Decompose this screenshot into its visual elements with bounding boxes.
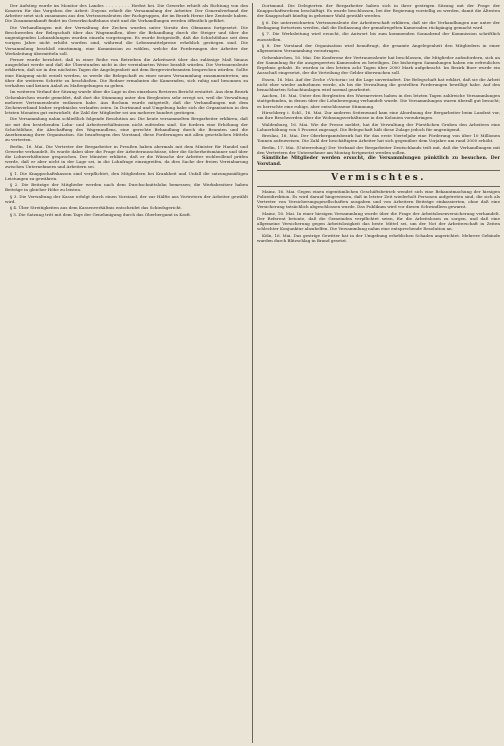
article-paragraph: Im weiteren Verlauf der Sitzung wurde über die Lage in den einzelnen Revieren Bericht erstattet. Aus dem Bezirk Gelsenkirchen wurde gemeldet, daß dort die Stimmung unter den Bergleuten sehr erregt sei, weil die Verwaltung mehrere Vertrauensleute entlassen habe. Aus Bochum wurde mitgeteilt, daß die Verhandlungen mit dem Zechenverband bisher ergebnislos verlaufen seien. In Dortmund und Umgebung habe sich die Organisation in den letzten Monaten gut entwickelt; die Zahl der Mitglieder sei um mehrere hundert gestiegen. [5,89,248,116]
section-rule [257,186,500,187]
report-paragraph: Waldenburg, 16. Mai. Wie die Presse meldet, hat die Verwaltung der Fürstlichen Gruben den Arbeitern eine Lohnerhöhung von 5 Prozent zugesagt. Die Belegschaft hält diese Zulage jedoch für ungenügend. [257,121,500,132]
column-container [5,3,500,743]
article-paragraph: Die Versammlung nahm schließlich folgende Resolution an: Die heute versammelten Bergarbeiter erklären, daß sie mit den bestehenden Lohn- und Arbeitsverhältnissen nicht zufrieden sind. Sie fordern eine Erhöhung der Schichtlöhne, die Abschaffung des Wagennullens, eine gerechte Behandlung durch die Beamten und die Anerkennung ihrer Organisation. Sie beauftragen den Vorstand, diese Forderungen mit allen gesetzlichen Mitteln zu vertreten. [5,116,248,143]
column-divider [252,3,253,743]
right-column [257,3,500,743]
misc-paragraph: Mainz, 16. Mai. Gegen einen eigentümlichen Geschäftsbetrieb wendet sich eine Bekanntmachung der hiesigen Polizeidirektion. Es wird darauf hingewiesen, daß in letzter Zeit wiederholt Personen aufgetreten sind, die sich als Vertreter von Versicherungsgesellschaften ausgaben und von Arbeitern Beiträge einkassierten, ohne daß eine Versicherung tatsächlich abgeschlossen wurde. Das Publikum wird vor diesen Schwindlern gewarnt. [257,188,500,210]
left-column [5,3,248,743]
statute-paragraph: § 2. Die Beiträge der Mitglieder werden nach dem Durchschnittslohn bemessen; die Werksbesitzer haben Beiträge in gleicher Höhe zu leisten. [5,182,248,193]
report-paragraph: Gelsenkirchen, 16. Mai. Die Konferenz der Vertrauensleute hat beschlossen, die Mitglieder aufzufordern, sich an der Sammlung für die ausgesperrten Kameraden zu beteiligen. Die bisherigen Sammlungen haben ein erfreuliches Ergebnis gehabt. Es wurden in den letzten acht Tagen über 2000 Mark aufgebracht. Im Bezirk Buer wurde ein Ausschuß eingesetzt, der die Verteilung der Gelder überwachen soll. [257,54,500,76]
report-paragraph: Hirschberg i. Schl., 16. Mai. Zur anderen Seitenwand kam eine Abordnung der Bergarbeiter beim Landrat vor, um ihre Beschwerden über die Wohnungsverhältnisse in den Kolonien vorzubringen. [257,110,500,121]
misc-paragraph: Mainz, 16. Mai. In einer hiesigen Versammlung wurde über die Frage der Arbeitslosenversicherung verhandelt. Der Referent betonte, daß die Gemeinden verpflichtet seien, für die Arbeitslosen zu sorgen, und daß eine allgemeine Versicherung gegen Arbeitslosigkeit das beste Mittel sei, um der Not der Arbeiterschaft in Zeiten schlechter Konjunktur abzuhelfen. Die Versammlung nahm eine entsprechende Resolution an. [257,210,500,232]
misc-paragraph: Köln, 16. Mai. Das gestrige Gewitter hat in der Umgebung erheblichen Schaden angerichtet. Mehrere Gebäude wurden durch Blitzschlag in Brand gesetzt. [257,232,500,243]
article-paragraph: Ferner wurde berichtet, daß in einer Reihe von Betrieben die Arbeitszeit über das zulässige Maß hinaus ausgedehnt werde und daß die Überstunden nicht in der vereinbarten Weise bezahlt würden. Die Vertrauensleute erklärten, daß sie in den nächsten Tagen die Angelegenheit mit dem Bergrevierbeamten besprechen würden. Sollte eine Einigung nicht erzielt werden, so werde die Belegschaft zu einer neuen Versammlung zusammentreten, um über die weiteren Schritte zu beschließen. Die Redner ermahnten die Kameraden, sich ruhig und besonnen zu verhalten und keinen Anlaß zu Maßregelungen zu geben. [5,57,248,88]
article-paragraph: Dortmund. Die Delegierten der Bergarbeiter haben sich in ihrer gestrigen Sitzung mit der Frage der Knappschaftsreform beschäftigt. Es wurde beschlossen, bei der Regierung vorstellig zu werden, damit die Ältesten der Knappschaft künftig in geheimer Wahl gewählt werden. [257,3,500,19]
statute-paragraph: § 8. Der Vorstand der Organisation wird beauftragt, die gesamte Angelegenheit den Mitgliedern in einer allgemeinen Versammlung vorzutragen. [257,42,500,54]
statute-paragraph: § 4. Über Streitigkeiten aus dem Kassenverhältnis entscheidet das Schiedsgericht. [10,205,183,211]
statute-paragraph: § 3. Die Verwaltung der Kasse erfolgt durch einen Vorstand, der zur Hälfte aus Vertretern der Arbeiter gewählt wird. [5,193,248,204]
report-paragraph: Breslau, 16. Mai. Der Oberbergamtsbezirk hat für das erste Vierteljahr eine Förderung von über 10 Millionen Tonnen aufzuweisen. Die Zahl der beschäftigten Arbeiter hat sich gegenüber dem Vorjahre um rund 3000 erhöht. [257,133,500,144]
section-heading: Vermischtes. [331,172,426,183]
statute-paragraph: § 1. Die Knappschaftskassen sind verpflichtet, den Mitgliedern bei Krankheit und Unfall die satzungsmäßigen Leistungen zu gewähren. [5,170,248,181]
statute-paragraph: § 7. Die Werksleitung wird ersucht, die Antwort bis zum kommenden Sonnabend der Kommission schriftlich zuzustellen. [257,31,500,42]
report-paragraph: Essen, 16. Mai. Auf der Zeche »Victoria« ist die Lage unverändert. Die Belegschaft hat erklärt, daß sie die Arbeit nicht eher wieder aufnehmen werde, als bis die Verwaltung die gestellten Forderungen bewilligt habe. Auf den benachbarten Schachtanlagen wird normal gearbeitet. [257,76,500,92]
article-paragraph: Berlin, 16. Mai. Die Vertreter der Bergarbeiter in Preußen haben abermals mit dem Minister für Handel und Gewerbe verhandelt. Es wurde dabei über die Frage der Arbeiterausschüsse, über die Sicherheitsmänner und über die Lohnverhältnisse gesprochen. Der Minister erklärte, daß er die Wünsche der Arbeiter wohlwollend prüfen werde, daß er aber nicht in der Lage sei, in die Lohnfrage einzugreifen, da dies Sache der freien Vereinbarung zwischen Unternehmern und Arbeitern sei. [5,143,248,170]
bold-notice: Sämtliche Mitglieder werden ersucht, die Versammlungen pünktlich zu besuchen. Der Vorstand. [257,156,500,168]
statute-paragraph: § 6. Die unterzeichneten Vertrauensleute der Arbeiterschaft erklären, daß sie die Verhandlungen nur unter der Bedingung fortsetzen werden, daß die Entlassung der gemaßregelten Kameraden rückgängig gemacht wird. [257,19,500,30]
article-paragraph: Der Aufstieg wurde im Monitor des Landes . . . . . . . . Herbst bei. Die Gewerbe erhielt als Richtung von den Konzern für das Vorgehen der Arbeit: Doyens erhielt die Versammlung der Arbeiter. Der Generalverband der Arbeiter setzt sich zusammen aus den Vertrauensleuten der Fachgruppen, die im Bezirk Herne ihre Zentrale haben. Die Zusammenkunft findet im Gewerkschaftshaus statt und die Verhandlungen werden öffentlich geführt. [5,3,248,24]
section-rule [257,170,500,171]
statute-paragraph: § 5. Die Satzung tritt mit dem Tage der Genehmigung durch das Oberbergamt in Kraft. [10,211,192,217]
article-paragraph: Die Verhandlungen mit der Verwaltung der Zechen wurden unter Vorsitz des Obmanns fortgesetzt. Die Beschwerden der Belegschaft über das Wagennullen, über die Behandlung durch die Steiger und über die ungenügenden Lohnzahlungen wurden einzeln vorgetragen. Es wurde festgestellt, daß die Schichtlöhne seit dem vorigen Jahre nicht erhöht worden sind, während die Lebensmittelpreise erheblich gestiegen sind. Die Versammlung beschloß einstimmig, eine Kommission zu wählen, welche die Forderungen der Arbeiter der Werksleitung übermitteln soll. [5,24,248,56]
report-paragraph: Berlin, 17. Mai. (Unterredung) Der Verband der Bergarbeiter Deutschlands teilt mit, daß die Verhandlungen mit den Vertretern der Unternehmer am Montag fortgesetzt werden sollen. [257,144,500,156]
report-paragraph: Aachen, 16. Mai. Unter den Bergleuten des Wurmreviers haben in den letzten Tagen zahlreiche Versammlungen stattgefunden, in denen über die Lohnbewegung verhandelt wurde. Die Versammlungen waren überall gut besucht; es herrschte eine ruhige, aber entschlossene Stimmung. [257,93,500,109]
